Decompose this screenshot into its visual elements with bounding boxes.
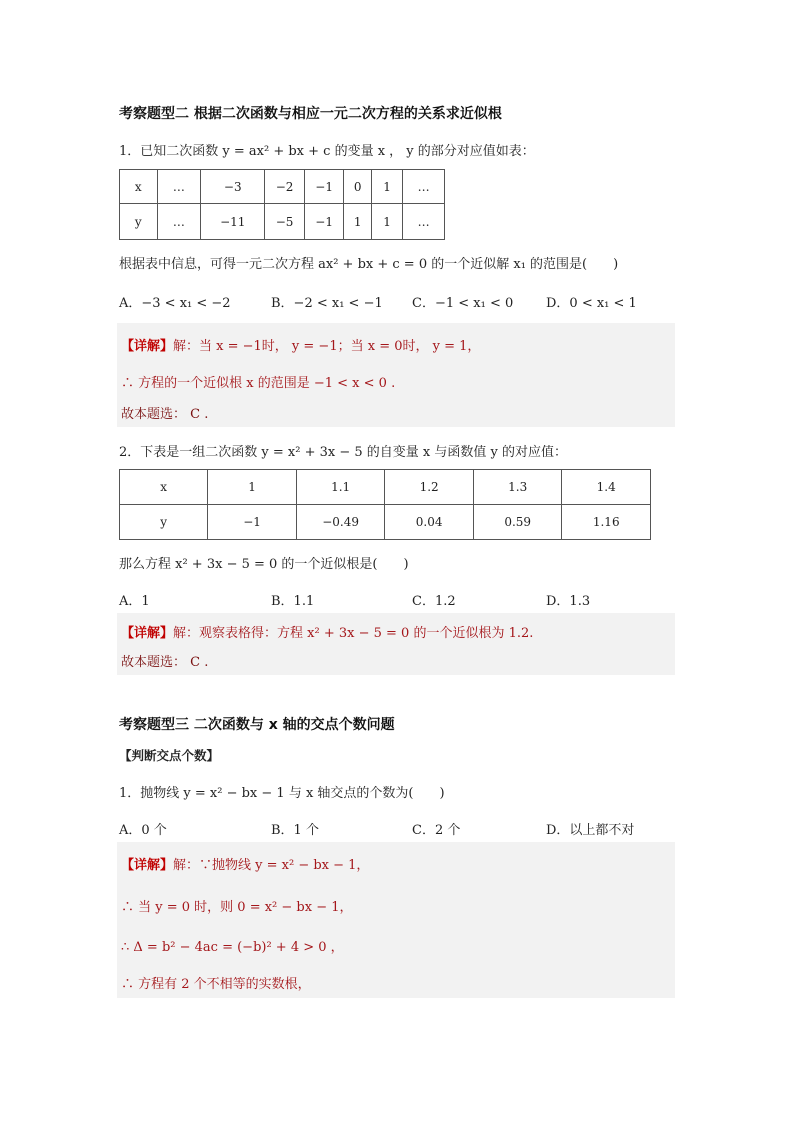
detail-line: ∴ 方程的一个近似根 x 的范围是 −1 < x < 0 . (121, 376, 396, 391)
table-cell: y (120, 505, 208, 540)
table-cell: … (403, 204, 445, 240)
question-prompt: 那么方程 x² + 3x − 5 = 0 的一个近似根是( ) (119, 557, 409, 572)
table-cell: 0.04 (385, 505, 474, 540)
option-c: C．−1 < x₁ < 0 (412, 296, 514, 311)
option-a: A．1 (119, 594, 150, 609)
table-cell: −2 (265, 170, 305, 204)
detail-line: 故本题选： C . (121, 655, 209, 670)
section-subtitle: 【判断交点个数】 (119, 748, 220, 763)
table-cell: x (120, 170, 158, 204)
detail-line: 【详解】解：观察表格得：方程 x² + 3x − 5 = 0 的一个近似根为 1.2. (121, 626, 534, 641)
detail-tag: 【详解】 (121, 858, 174, 873)
section-title: 考察题型三 二次函数与 x 轴的交点个数问题 (119, 717, 395, 733)
table-cell: −1 (208, 505, 296, 540)
detail-tag: 【详解】 (121, 626, 174, 641)
answer-detail-box (117, 842, 675, 998)
option-b: B．−2 < x₁ < −1 (271, 296, 383, 311)
question-stem: 1．抛物线 y = x² − bx − 1 与 x 轴交点的个数为( ) (119, 786, 445, 801)
value-table (119, 469, 651, 540)
table-cell: −11 (201, 204, 265, 240)
detail-line: 【详解】解：∵抛物线 y = x² − bx − 1， (121, 858, 370, 873)
option-b: B．1 个 (271, 823, 319, 838)
table-cell: 1 (344, 204, 371, 240)
table-cell: −0.49 (296, 505, 385, 540)
table-cell: … (157, 204, 201, 240)
detail-line: 【详解】解：当 x = −1时， y = −1；当 x = 0时， y = 1， (121, 339, 481, 354)
option-d: D．0 < x₁ < 1 (546, 296, 637, 311)
table-cell: x (120, 470, 208, 505)
table-cell: 1 (208, 470, 296, 505)
detail-line: ∴ Δ = b² − 4ac = (−b)² + 4 > 0 ， (121, 940, 344, 955)
table-row (120, 505, 651, 540)
question-prompt: 根据表中信息，可得一元二次方程 ax² + bx + c = 0 的一个近似解 x₁ 的范围是( ) (119, 257, 619, 272)
table-cell: 1.2 (385, 470, 474, 505)
table-cell: … (157, 170, 201, 204)
table-cell: 1.1 (296, 470, 385, 505)
table-cell: −5 (265, 204, 305, 240)
question-stem: 1．已知二次函数 y = ax² + bx + c 的变量 x ， y 的部分对应值如表： (119, 144, 535, 159)
answer-detail-box (117, 323, 675, 427)
table-row (120, 470, 651, 505)
detail-line: ∴ 方程有 2 个不相等的实数根， (121, 977, 311, 992)
option-d: D．1.3 (546, 594, 591, 609)
detail-line: 故本题选： C . (121, 407, 209, 422)
table-cell: y (120, 204, 158, 240)
table-cell: 1 (371, 170, 402, 204)
detail-line: ∴ 当 y = 0 时，则 0 = x² − bx − 1， (121, 900, 353, 915)
table-cell: 0.59 (473, 505, 562, 540)
table-cell: 1.4 (562, 470, 651, 505)
detail-tag: 【详解】 (121, 339, 174, 354)
table-cell: −1 (304, 204, 344, 240)
section-title: 考察题型二 根据二次函数与相应一元二次方程的关系求近似根 (119, 106, 502, 122)
table-cell: 0 (344, 170, 371, 204)
table-cell: 1 (371, 204, 402, 240)
value-table (119, 169, 445, 240)
table-cell: −1 (304, 170, 344, 204)
table-cell: −3 (201, 170, 265, 204)
table-cell: 1.3 (473, 470, 562, 505)
option-c: C．2 个 (412, 823, 461, 838)
table-cell: … (403, 170, 445, 204)
question-stem: 2．下表是一组二次函数 y = x² + 3x − 5 的自变量 x 与函数值 y 的对应值： (119, 445, 567, 460)
option-a: A．0 个 (119, 823, 167, 838)
table-cell: 1.16 (562, 505, 651, 540)
table-row (120, 204, 445, 240)
answer-detail-box (117, 613, 675, 675)
table-row (120, 170, 445, 204)
option-c: C．1.2 (412, 594, 456, 609)
option-a: A．−3 < x₁ < −2 (119, 296, 231, 311)
option-d: D．以上都不对 (546, 823, 635, 838)
option-b: B．1.1 (271, 594, 315, 609)
